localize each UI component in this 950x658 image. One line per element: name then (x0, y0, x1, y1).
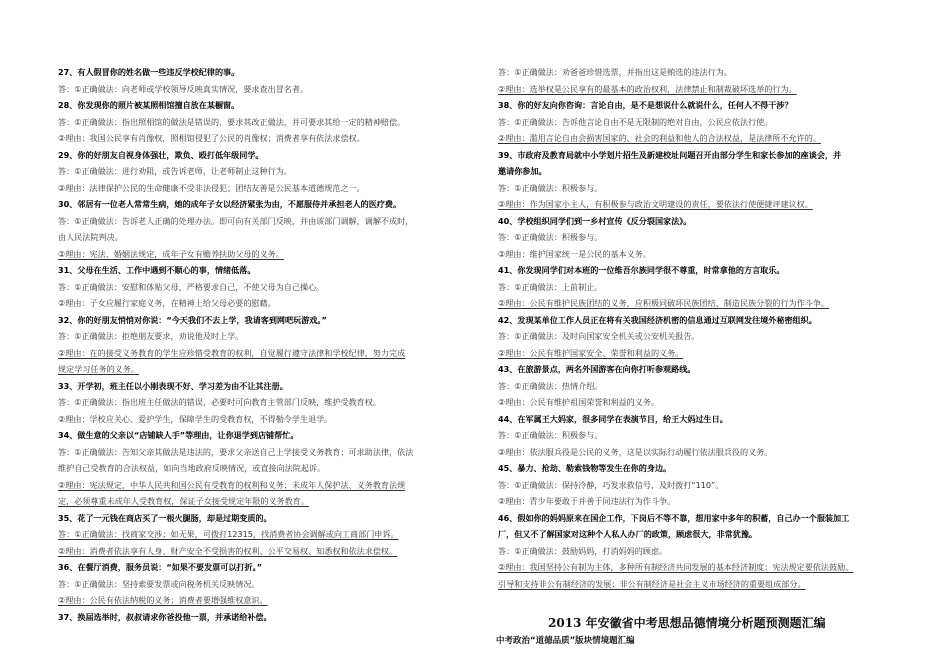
question-line: 厂，但又不了解国家对这种个人私人办厂的政策，顾虑很大，非常犹豫。 (498, 529, 758, 539)
question-line: 41、你发现同学们对本班的一位维吾尔族同学很不尊重，时常拿他的方言取乐。 (498, 265, 785, 275)
answer-line: 答：①正确做法：指出班主任做法的错误，必要时可向教育主管部门反映，维护受教育权。 (58, 397, 381, 407)
answer-line: 答：①正确做法：拒绝朋友要求，劝说他及时上学。 (58, 331, 244, 341)
question-line: 28、你发现你的照片被某照相馆擅自放在某橱窗。 (58, 100, 240, 110)
answer-line: 答：①正确做法：坚持索要发票或向税务机关反映情况。 (58, 578, 260, 589)
question-line: 46、假如你的妈妈原来在国企工作，下岗后不等不靠，想用家中多年的积蓄，自己办一个服装加工 (498, 512, 850, 523)
answer-line: 答：①正确做法：及时向国家安全机关或公安机关报告。 (498, 331, 700, 341)
answer-line: 引导和支持非公有制经济的发展；非公有制经济是社会主义市场经济的重要组成部分。 (498, 578, 806, 589)
question-line: 29、你的好朋友自视身体强壮，欺负、殴打低年级同学。 (58, 149, 264, 160)
answer-line: 维护自己受教育的合法权益，如向当地政府反映情况，或直接向法院起诉。 (58, 463, 326, 473)
question-line: 38、你的好友向你咨询：言论自由，是不是想说什么就说什么，任何人不得干涉？ (498, 100, 793, 110)
answer-line: ②理由：消费者依法享有人身、财产安全不受损害的权利、公平交易权、知悉权和依法求偿权。 (58, 545, 398, 556)
answer-line: 答：①正确做法：告知父亲其做法是违法的，要求父亲送自己上学接受义务教育；可求助法律，依法 (58, 446, 414, 457)
answer-line: ②理由：在的接受义务教育的学生应珍惜受教育的权利，自觉履行遵守法律和学校纪律，努力完成 (58, 347, 406, 358)
question-line: 44、在军属王大妈家，很多同学在表演节目，给王大妈过生日。 (498, 413, 728, 424)
answer-line: ②理由：公民有依法纳税的义务；消费者要增强维权意识。 (58, 595, 268, 605)
left-column (58, 64, 466, 625)
answer-line: 定，必须尊重未成年人受教育权，保证子女接受规定年限的义务教育。 (58, 496, 309, 506)
answer-line: ②理由：宪法规定，中华人民共和国公民有受教育的权利和义务；未成年人保护法、义务教育法规 (58, 479, 406, 490)
answer-line: 规定学习任务的义务。 (58, 364, 139, 374)
answer-line: ②理由：我国坚持公有制为主体，多种所有制经济共同发展的基本经济制度；宪法规定要依法鼓励、 (498, 562, 854, 572)
answer-line: 答：①正确做法：鼓励妈妈，打消妈妈的顾虑。 (498, 545, 668, 556)
question-line: 39、市政府及教育局就中小学划片招生及新建校址问题召开由部分学生和家长参加的座谈会，并 (498, 149, 842, 160)
answer-line: ②理由：我国公民享有肖像权，照相馆侵犯了公民的肖像权；消费者享有依法求偿权。 (58, 133, 365, 143)
answer-line: 答：①正确做法：劝爸爸珍惜选票，并指出这是贿选的违法行为。 (498, 67, 732, 77)
question-line: 33、开学初，班主任以小刚表现不好、学习差为由不让其注册。 (58, 380, 288, 391)
document-subtitle: 中考政治“道德品质”版块情境题汇编 (496, 636, 635, 646)
answer-line: 答：①正确做法：上前制止。 (498, 281, 603, 292)
question-line: 35、花了一元钱在商店买了一根火腿肠，却是过期变质的。 (58, 512, 272, 523)
answer-line: 答：①正确做法：积极参与。 (498, 232, 603, 242)
answer-line: 答：①正确做法：保持冷静，巧发求救信号，及时拨打“110”。 (498, 479, 724, 490)
answer-line: 答：①正确做法：进行劝阻，或告诉老师，让老师制止这种行为。 (58, 166, 292, 176)
question-line: 34、做生意的父亲以“店铺缺人手”等理由，让你退学到店铺帮忙。 (58, 430, 299, 440)
answer-line: ②理由：子女应履行家庭义务，在精神上给父母必要的慰藉。 (58, 298, 276, 308)
answer-line: ②理由：公民有维护祖国荣誉和利益的义务。 (498, 397, 660, 407)
question-line: 邀请你参加。 (498, 166, 547, 176)
answer-line: 答：①正确做法：热情介绍。 (498, 380, 603, 391)
answer-line: ②理由：公民有维护国家安全、荣誉和利益的义务。 (498, 347, 684, 358)
answer-line: 由人民法院判决。 (58, 232, 123, 242)
question-line: 31、父母在生活、工作中遇到不顺心的事，情绪低落。 (58, 265, 256, 275)
answer-line: ②理由：维护国家统一是公民的基本义务。 (498, 248, 651, 259)
answer-line: ②理由：宪法、婚姻法规定，成年子女有赡养扶助父母的义务。 (58, 248, 284, 259)
question-line: 40、学校组织同学们到一乡村宣传《反分裂国家法》。 (498, 215, 692, 226)
answer-line: ②理由：青少年要敢于并善于同违法行为作斗争。 (498, 496, 676, 506)
answer-line: ②理由：法律保护公民的生命健康不受非法侵犯；团结友善是公民基本道德规范之一。 (58, 182, 365, 193)
answer-line: ②理由：依法服兵役是公民的义务，这是以实际行动履行依法服兵役的义务。 (498, 446, 773, 457)
answer-line: 答：①正确做法：告诉老人正确的处理办法。即可向有关部门反映，并由该部门调解，调解不成时， (58, 215, 414, 226)
answer-line: ②理由：学校应关心、爱护学生，保障学生的受教育权，不得勒令学生退学。 (58, 413, 333, 424)
question-line: 43、在旅游景点，两名外国游客在向你打听参观路线。 (498, 364, 696, 374)
answer-line: ②理由：公民有维护民族团结的义务，应积极同破坏民族团结、制造民族分裂的行为作斗争。 (498, 298, 830, 308)
answer-line: ②理由：选举权是公民享有的最基本的政治权利，法律禁止和制裁破坏选举的行为。 (498, 83, 797, 94)
question-line: 36、在餐厅消费，服务员说：“如果不要发票可以打折。” (58, 562, 263, 572)
question-line: 32、你的好朋友悄悄对你说：“今天我们不去上学，我请客到网吧玩游戏。” (58, 314, 327, 325)
answer-line: ②理由：作为国家小主人，有积极参与政治文明建设的责任，要依法行使便捷评建议权。 (498, 199, 813, 209)
document-title: 2013 年安徽省中考思想品德情境分析题预测题汇编 (548, 616, 826, 630)
answer-line: 答：①正确做法：找商家交涉；如无果，可拨打12315，找消费者协会调解或向工商部门申诉。 (58, 529, 399, 539)
answer-line: 答：①正确做法：积极参与。 (498, 430, 603, 440)
question-line: 42、发现某单位工作人员正在将有关我国经济机密的信息通过互联网发往境外秘密组织。 (498, 314, 817, 325)
answer-line: 答：①正确做法：向老师或学校领导反映真实情况，要求查出冒名者。 (58, 83, 309, 94)
answer-line: 答：①正确做法：指出照相馆的做法是错误的，要求其改正做法，并可要求其给一定的精神赔偿。 (58, 116, 406, 127)
question-line: 30、邻居有一位老人常常生病，她的成年子女以经济紧张为由，不愿服侍并承担老人的医疗费。 (58, 199, 402, 209)
question-line: 45、暴力、抢劫、勒索钱物等发生在你的身边。 (498, 463, 672, 473)
answer-line: 答：①正确做法：安慰和体贴父母，严格要求自己，不使父母为自己操心。 (58, 281, 325, 292)
answer-line: ②理由：滥用言论自由会损害国家的、社会的利益和他人的合法权益，是法律所不允许的。 (498, 133, 821, 143)
answer-line: 答：①正确做法：告诉他言论自由不是无限制的绝对自由，公民应依法行使。 (498, 116, 773, 127)
question-line: 27、有人假冒你的姓名做一些违反学校纪律的事。 (58, 67, 240, 77)
question-line: 37、换届选举时，叔叔请求你爸投他一票，并承诺给补偿。 (58, 611, 272, 622)
answer-line: 答：①正确做法：积极参与。 (498, 182, 603, 193)
right-column (498, 64, 906, 592)
